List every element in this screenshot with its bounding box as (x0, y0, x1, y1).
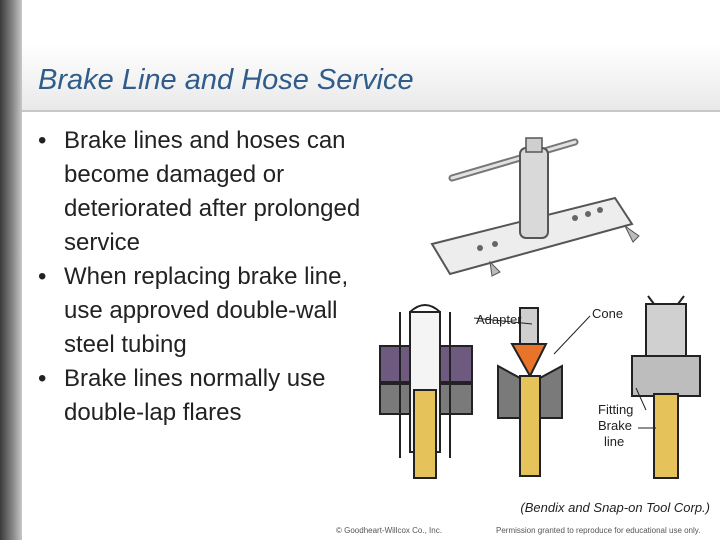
bullet-glyph: • (38, 263, 47, 290)
permission-footer: Permission granted to reproduce for educational use only. (496, 526, 701, 535)
brake-line-label-1: Brake (598, 418, 632, 433)
copyright-footer: © Goodheart-Willcox Co., Inc. (336, 526, 442, 535)
bullet-item (38, 362, 368, 430)
cone-label: Cone (592, 306, 624, 321)
flaring-bar-tool (432, 138, 639, 276)
bullet-item (38, 124, 368, 260)
flare-step-2-diagram (498, 308, 562, 476)
bullet-list (38, 124, 368, 430)
flare-step-3-diagram (632, 296, 700, 478)
flare-step-1-diagram (380, 305, 472, 478)
bullet-glyph: • (38, 365, 47, 392)
bullet-item (38, 260, 368, 362)
bullet-text: When replacing brake line, use approved double-wall steel tubing (64, 263, 349, 358)
adapter-label: Adapter (476, 312, 522, 327)
fitting-label: Fitting (598, 402, 634, 417)
cone-leader-line (554, 316, 590, 354)
bullet-text: Brake lines normally use double-lap flares (64, 365, 326, 426)
bullet-text: Brake lines and hoses can become damaged or deteriorated after prolonged service (64, 127, 361, 256)
slide-title: Brake Line and Hose Service (38, 64, 414, 96)
left-sidebar-bar (0, 0, 22, 540)
bullet-glyph: • (38, 127, 47, 154)
title-divider (22, 110, 720, 112)
brake-line-label-2: line (604, 434, 625, 449)
image-credit: (Bendix and Snap-on Tool Corp.) (520, 500, 710, 515)
flaring-tool-illustration (370, 128, 710, 484)
